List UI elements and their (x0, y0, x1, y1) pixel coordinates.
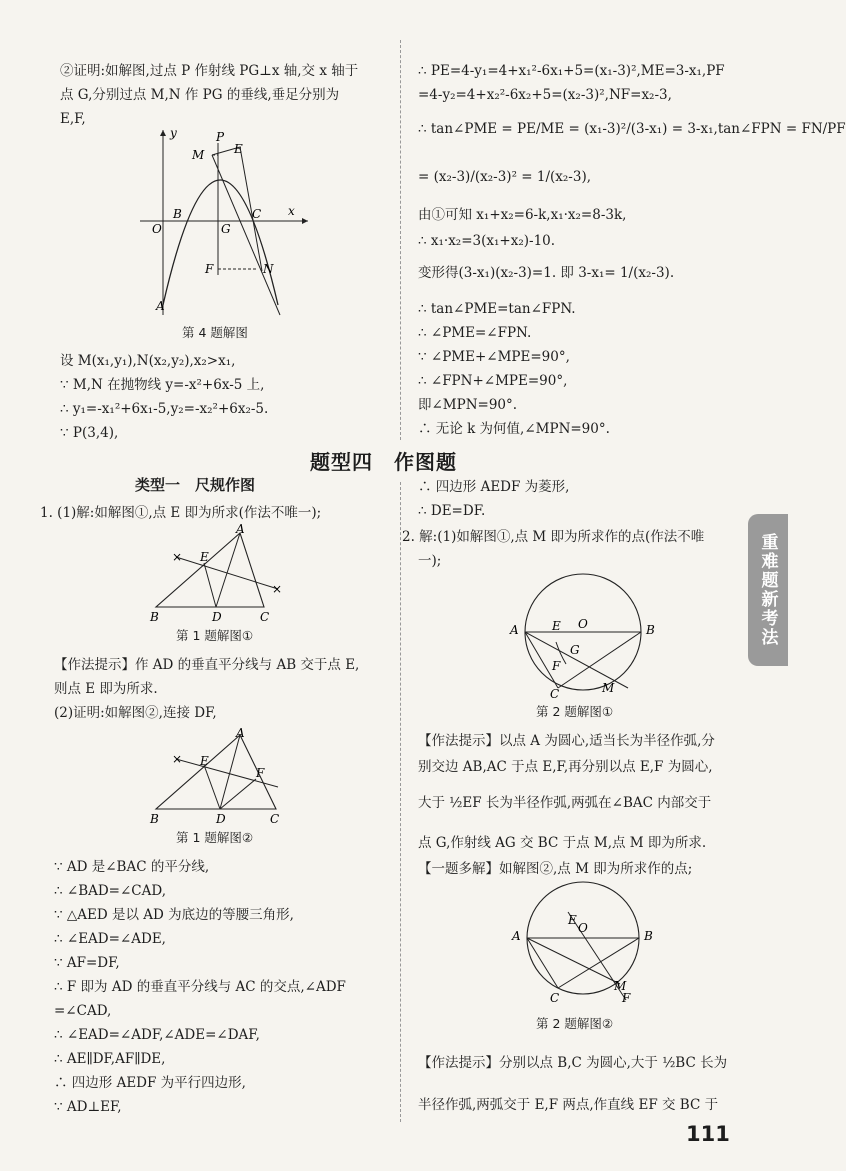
q1-line: ∵ AF=DF, (54, 955, 120, 971)
figure-4-caption: 第 4 题解图 (182, 325, 248, 340)
q1-line: 1. (1)解:如解图①,点 E 即为所求(作法不唯一); (40, 505, 322, 521)
fig4-label: y (170, 126, 177, 140)
fig2b-label: A (512, 929, 521, 943)
fig4-label: C (252, 207, 262, 221)
fig2b-label: B (644, 929, 653, 943)
fig1a-label: A (236, 522, 245, 536)
fig2a-label: C (550, 687, 560, 701)
fig4-label: B (173, 207, 182, 221)
right-text-line: ∴ x₁·x₂=3(x₁+x₂)-10. (418, 233, 556, 249)
fig4-label: F (205, 262, 214, 276)
q1-line: 则点 E 即为所求. (54, 681, 158, 697)
fig2a-label: F (552, 659, 561, 673)
fig1a-label: B (150, 610, 159, 624)
svg-text:×: × (172, 550, 183, 564)
figure-4-parabola (130, 125, 310, 320)
fig4-label: E (234, 142, 243, 156)
section-title: 题型四 作图题 (310, 450, 457, 474)
fig4-label: O (152, 222, 162, 236)
fig4-label: P (216, 130, 225, 144)
right-bottom-line: 【一题多解】如解图②,点 M 即为所求作的点; (418, 861, 693, 877)
svg-text:×: × (172, 752, 183, 766)
q1-line: ∵ AD 是∠BAC 的平分线, (54, 859, 210, 875)
fig2b-label: F (622, 991, 631, 1005)
right-text-line: 由①可知 x₁+x₂=6-k,x₁·x₂=8-3k, (418, 207, 627, 223)
q1-line: ∴ ∠EAD=∠ADE, (54, 931, 166, 947)
right-text-line: =4-y₂=4+x₂²-6x₂+5=(x₂-3)²,NF=x₂-3, (418, 87, 672, 103)
fig4-label: x (288, 204, 295, 218)
fig2a-label: O (578, 617, 588, 631)
fig2b-label: M (614, 979, 627, 993)
fig2b-label: E (568, 913, 577, 927)
page-number: 111 (686, 1122, 730, 1146)
q1-line: 【作法提示】作 AD 的垂直平分线与 AB 交于点 E, (54, 657, 360, 673)
fig2a-label: G (570, 643, 580, 657)
left-text-line: ∴ y₁=-x₁²+6x₁-5,y₂=-x₂²+6x₂-5. (60, 401, 269, 417)
q1-line: =∠CAD, (54, 1003, 112, 1019)
right-bottom-line: 别交边 AB,AC 于点 E,F,再分别以点 E,F 为圆心, (418, 759, 713, 775)
figure-2a-caption: 第 2 题解图① (536, 704, 614, 719)
side-tab (748, 514, 788, 666)
left-text-line: ②证明:如解图,过点 P 作射线 PG⊥x 轴,交 x 轴于 (60, 63, 359, 79)
q1-line: ∴ ∠EAD=∠ADF,∠ADE=∠DAF, (54, 1027, 260, 1043)
right-text-line: = (x₂-3)/(x₂-3)² = 1/(x₂-3), (418, 169, 592, 185)
left-text-line: E,F, (60, 111, 86, 127)
fig1b-label: A (236, 726, 245, 740)
right-bottom-line: 点 G,作射线 AG 交 BC 于点 M,点 M 即为所求. (418, 835, 707, 851)
right-bottom-line: ∴ 四边形 AEDF 为菱形, (418, 479, 570, 495)
fig1a-label: E (200, 550, 209, 564)
fig1a-label: D (212, 610, 222, 624)
column-divider (400, 40, 401, 440)
right-text-line: ∵ ∠PME+∠MPE=90°, (418, 349, 570, 365)
fig2a-label: E (552, 619, 561, 633)
svg-text:×: × (272, 582, 283, 596)
right-text-line: ∴ ∠PME=∠FPN. (418, 325, 532, 341)
subsection-title: 类型一 尺规作图 (135, 476, 256, 494)
q1-line: ∴ ∠BAD=∠CAD, (54, 883, 167, 899)
left-text-line: 设 M(x₁,y₁),N(x₂,y₂),x₂>x₁, (60, 353, 236, 369)
right-bottom-line: ∴ DE=DF. (418, 503, 486, 519)
figure-1b (148, 727, 288, 827)
fig4-label: M (192, 148, 205, 162)
fig4-label: G (221, 222, 231, 236)
figure-1a (148, 522, 288, 625)
figure-1b-caption: 第 1 题解图② (176, 830, 254, 845)
q1-line: ∴ F 即为 AD 的垂直平分线与 AC 的交点,∠ADF (54, 979, 346, 995)
left-text-line: ∵ M,N 在抛物线 y=-x²+6x-5 上, (60, 377, 265, 393)
left-text-line: 点 G,分别过点 M,N 作 PG 的垂线,垂足分别为 (60, 87, 340, 103)
figure-2b (508, 880, 658, 1010)
fig2a-label: A (510, 623, 519, 637)
right-bottom-line: 大于 ½EF 长为半径作弧,两弧在∠BAC 内部交于 (418, 795, 712, 811)
side-tab-label: 重难题新考法 (757, 533, 778, 647)
right-text-line: ∴ 无论 k 为何值,∠MPN=90°. (418, 421, 610, 437)
fig1a-label: C (260, 610, 270, 624)
right-bottom-line: 2. 解:(1)如解图①,点 M 即为所求作的点(作法不唯 (402, 529, 705, 545)
q1-line: ∴ AE∥DF,AF∥DE, (54, 1051, 166, 1067)
fig4-label: N (263, 262, 274, 276)
figure-2b-caption: 第 2 题解图② (536, 1016, 614, 1031)
fig1b-label: B (150, 812, 159, 826)
right-bottom-line: 【作法提示】以点 A 为圆心,适当长为半径作弧,分 (418, 733, 715, 749)
fig2b-label: O (578, 921, 588, 935)
q1-line: ∵ △AED 是以 AD 为底边的等腰三角形, (54, 907, 294, 923)
figure-2a (508, 572, 658, 702)
column-divider-lower (400, 482, 401, 1122)
right-text-line: 即∠MPN=90°. (418, 397, 518, 413)
figure-1a-caption: 第 1 题解图① (176, 628, 254, 643)
right-text-line: ∴ ∠FPN+∠MPE=90°, (418, 373, 568, 389)
fig2a-label: M (602, 681, 615, 695)
q1-line: ∴ 四边形 AEDF 为平行四边形, (54, 1075, 246, 1091)
fig1b-label: C (270, 812, 280, 826)
right-bottom-line: 半径作弧,两弧交于 E,F 两点,作直线 EF 交 BC 于 (418, 1097, 719, 1113)
right-text-line: ∴ PE=4-y₁=4+x₁²-6x₁+5=(x₁-3)²,ME=3-x₁,PF (418, 63, 725, 79)
fig1b-label: E (200, 754, 209, 768)
fig4-label: A (156, 299, 165, 313)
right-text-line: ∴ tan∠PME=tan∠FPN. (418, 301, 576, 317)
left-text-line: ∵ P(3,4), (60, 425, 119, 441)
right-bottom-line: 一); (418, 553, 442, 569)
fig2a-label: B (646, 623, 655, 637)
fig1b-label: D (216, 812, 226, 826)
right-bottom-line: 【作法提示】分别以点 B,C 为圆心,大于 ½BC 长为 (418, 1055, 728, 1071)
fig1b-label: F (256, 766, 265, 780)
q1-line: (2)证明:如解图②,连接 DF, (54, 705, 217, 721)
right-text-line: 变形得(3-x₁)(x₂-3)=1. 即 3-x₁= 1/(x₂-3). (418, 265, 675, 281)
q1-line: ∵ AD⊥EF, (54, 1099, 122, 1115)
fig2b-label: C (550, 991, 560, 1005)
right-text-line: ∴ tan∠PME = PE/ME = (x₁-3)²/(3-x₁) = 3-x₁,tan∠FPN = FN/PF (418, 121, 846, 137)
